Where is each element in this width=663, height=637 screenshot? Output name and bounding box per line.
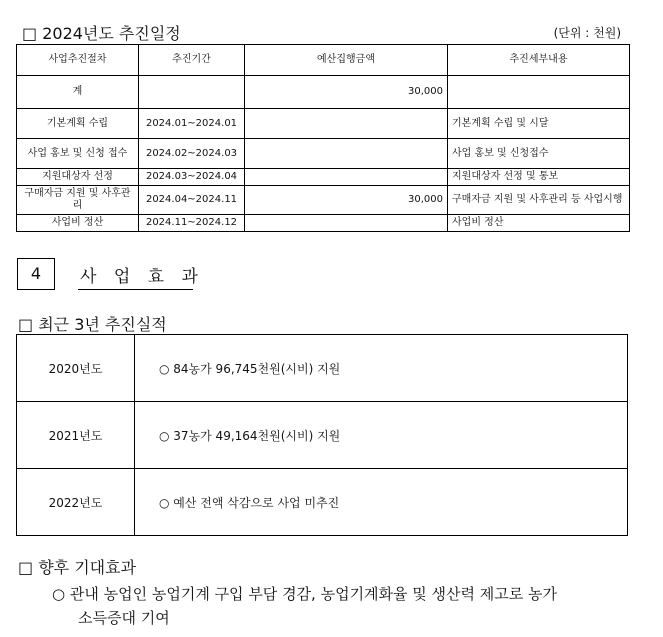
cell-period: 2024.11~2024.12 [139, 215, 245, 232]
cell-detail: 기본계획 수립 및 시달 [448, 109, 630, 139]
result-cell: ○ 84농가 96,745천원(시비) 지원 [135, 335, 628, 402]
table-header-row [17, 45, 630, 76]
cell-step: 지원대상자 선정 [17, 169, 139, 186]
cell-detail: 사업비 정산 [448, 215, 630, 232]
performance-title: □ 최근 3년 추진실적 [18, 315, 167, 334]
table-row [17, 76, 630, 109]
cell-detail [448, 76, 630, 109]
cell-detail: 지원대상자 선정 및 통보 [448, 169, 630, 186]
header-budget: 예산집행금액 [245, 45, 448, 76]
cell-budget: 30,000 [245, 186, 448, 215]
expected-line-1: ○ 관내 농업인 농업기계 구입 부담 경감, 농업기계화율 및 생산력 제고로 농가 [52, 585, 558, 603]
expected-line-2: 소득증대 기여 [78, 609, 170, 627]
performance-table [16, 334, 628, 536]
cell-step: 구매자금 지원 및 사후관리 [17, 186, 139, 215]
section-number-box: 4 [17, 258, 55, 290]
cell-period [139, 76, 245, 109]
cell-period: 2024.03~2024.04 [139, 169, 245, 186]
table-row [17, 169, 630, 186]
cell-detail: 구매자금 지원 및 사후관리 등 사업시행 [448, 186, 630, 215]
schedule-title: □ 2024년도 추진일정 [22, 24, 181, 43]
cell-period: 2024.04~2024.11 [139, 186, 245, 215]
table-row [17, 215, 630, 232]
cell-step: 사업비 정산 [17, 215, 139, 232]
cell-budget: 30,000 [245, 76, 448, 109]
cell-detail: 사업 홍보 및 신청접수 [448, 139, 630, 169]
schedule-table [16, 44, 630, 232]
cell-budget [245, 109, 448, 139]
result-cell: ○ 37농가 49,164천원(시비) 지원 [135, 402, 628, 469]
cell-budget [245, 139, 448, 169]
cell-budget [245, 169, 448, 186]
section-underline [78, 289, 193, 290]
header-period: 추진기간 [139, 45, 245, 76]
table-row [17, 139, 630, 169]
header-detail: 추진세부내용 [448, 45, 630, 76]
year-cell: 2020년도 [17, 335, 135, 402]
expected-title: □ 향후 기대효과 [18, 558, 137, 577]
cell-step: 기본계획 수립 [17, 109, 139, 139]
header-step: 사업추진절차 [17, 45, 139, 76]
section-heading: 사 업 효 과 [80, 267, 204, 287]
year-cell: 2021년도 [17, 402, 135, 469]
cell-period: 2024.02~2024.03 [139, 139, 245, 169]
year-cell: 2022년도 [17, 469, 135, 536]
cell-period: 2024.01~2024.01 [139, 109, 245, 139]
table-row [17, 109, 630, 139]
unit-label: (단위 : 천원) [553, 26, 621, 40]
cell-step: 계 [17, 76, 139, 109]
cell-step: 사업 홍보 및 신청 접수 [17, 139, 139, 169]
result-cell: ○ 예산 전액 삭감으로 사업 미추진 [135, 469, 628, 536]
table-row [17, 402, 628, 469]
table-row [17, 335, 628, 402]
table-row [17, 469, 628, 536]
table-row [17, 186, 630, 215]
cell-budget [245, 215, 448, 232]
